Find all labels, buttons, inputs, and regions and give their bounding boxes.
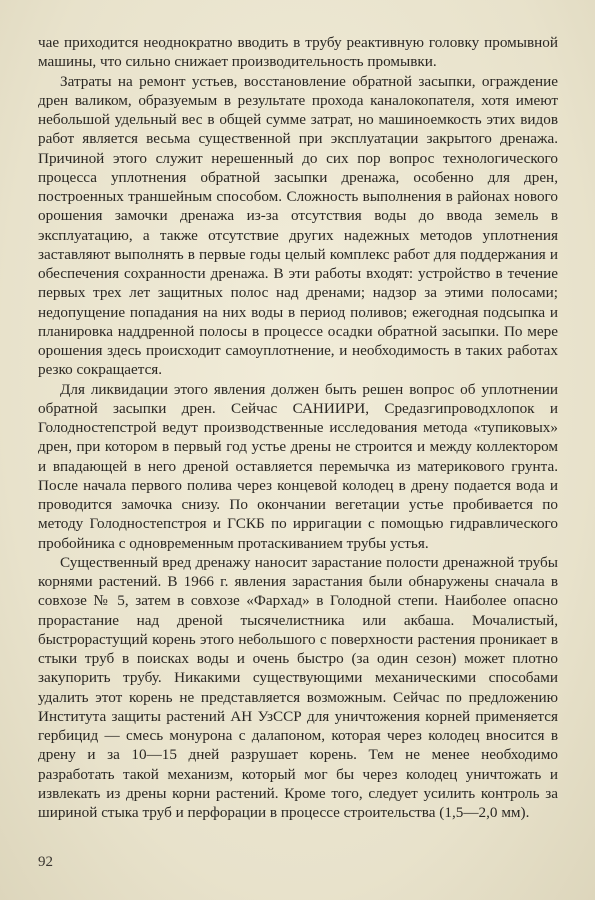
paragraph-repair-costs: Затраты на ремонт устьев, восстановление обратной засыпки, ограждение дрен валиком, образуемым в результате прохода каналокопателя, хотя имеют небольшой удельный вес в общей сумме затрат, но машиноемкость этих видов работ является весьма существенной при эксплуатации закрытого дренажа. Причиной этого служит нерешенный до сих пор вопрос технологического процесса уплотнения обратной засыпки дренажа, особенно для дрен, построенных траншейным способом. Сложность выполнения в районах нового орошения замочки дренажа из-за отсутствия воды до ввода земель в эксплуатацию, а также отсутствие других надежных методов уплотнения заставляют выполнять в первые годы целый комплекс работ для поддержания и обеспечения сохранности дренажа. В эти работы входят: устройство в течение первых трех лет защитных полос над дренами; надзор за этими полосами; недопущение попадания на них воды в период поливов; ежегодная подсыпка и планировка наддренной полосы в процессе осадки обратной засыпки. По мере орошения здесь происходит самоуплотнение, и необходимость в таких работах резко сокращается.: [38, 72, 558, 379]
paragraph-root-overgrowth: Существенный вред дренажу наносит зарастание полости дренажной трубы корнями растений. В 1966 г. явления зарастания были обнаружены сначала в совхозе № 5, затем в совхозе «Фархад» в Голодной степи. Наиболее опасно прорастание над дреной тысячелистника или акбаша. Мочалистый, быстрорастущий корень этого небольшого с поверхности растения проникает в стыки труб в поисках воды и очень быстро (за один сезон) может плотно закупорить трубу. Никакими существующими механическими способами удалить этот корень не представляется возможным. Сейчас по предложению Института защиты растений АН УзССР для уничтожения корней применяется гербицид — смесь монурона с далапоном, которая через колодец вносится в дрену и за 10—15 дней разрушает корень. Тем не менее необходимо разработать такой механизм, который мог бы через колодец уничтожать и извлекать из дрены корни растений. Кроме того, следует усилить контроль за шириной стыка труб и перфорации в процессе строительства (1,5—2,0 мм).: [38, 553, 558, 821]
body-text: [38, 33, 558, 822]
page-number: 92: [38, 854, 53, 870]
paragraph-continued: чае приходится неоднократно вводить в трубу реактивную головку промывной машины, что сильно снижает производительность промывки.: [38, 34, 558, 71]
paragraph-backfill-compaction: Для ликвидации этого явления должен быть решен вопрос об уплотнении обратной засыпки дрен. Сейчас САНИИРИ, Средазгипроводхлопок и Голодностепстрой ведут производственные исследования метода «тупиковых» дрен, при котором в первый год устье дрены не строится и между коллектором и впадающей в него дреной оставляется перемычка из материкового грунта. После начала первого полива через концевой колодец в дрену подается вода и проводится замочка снизу. По окончании вегетации устье пробивается по методу Голодностепстроя и ГСКБ по ирригации с помощью гидравлического пробойника с одновременным протаскиванием трубы устья.: [38, 380, 558, 552]
